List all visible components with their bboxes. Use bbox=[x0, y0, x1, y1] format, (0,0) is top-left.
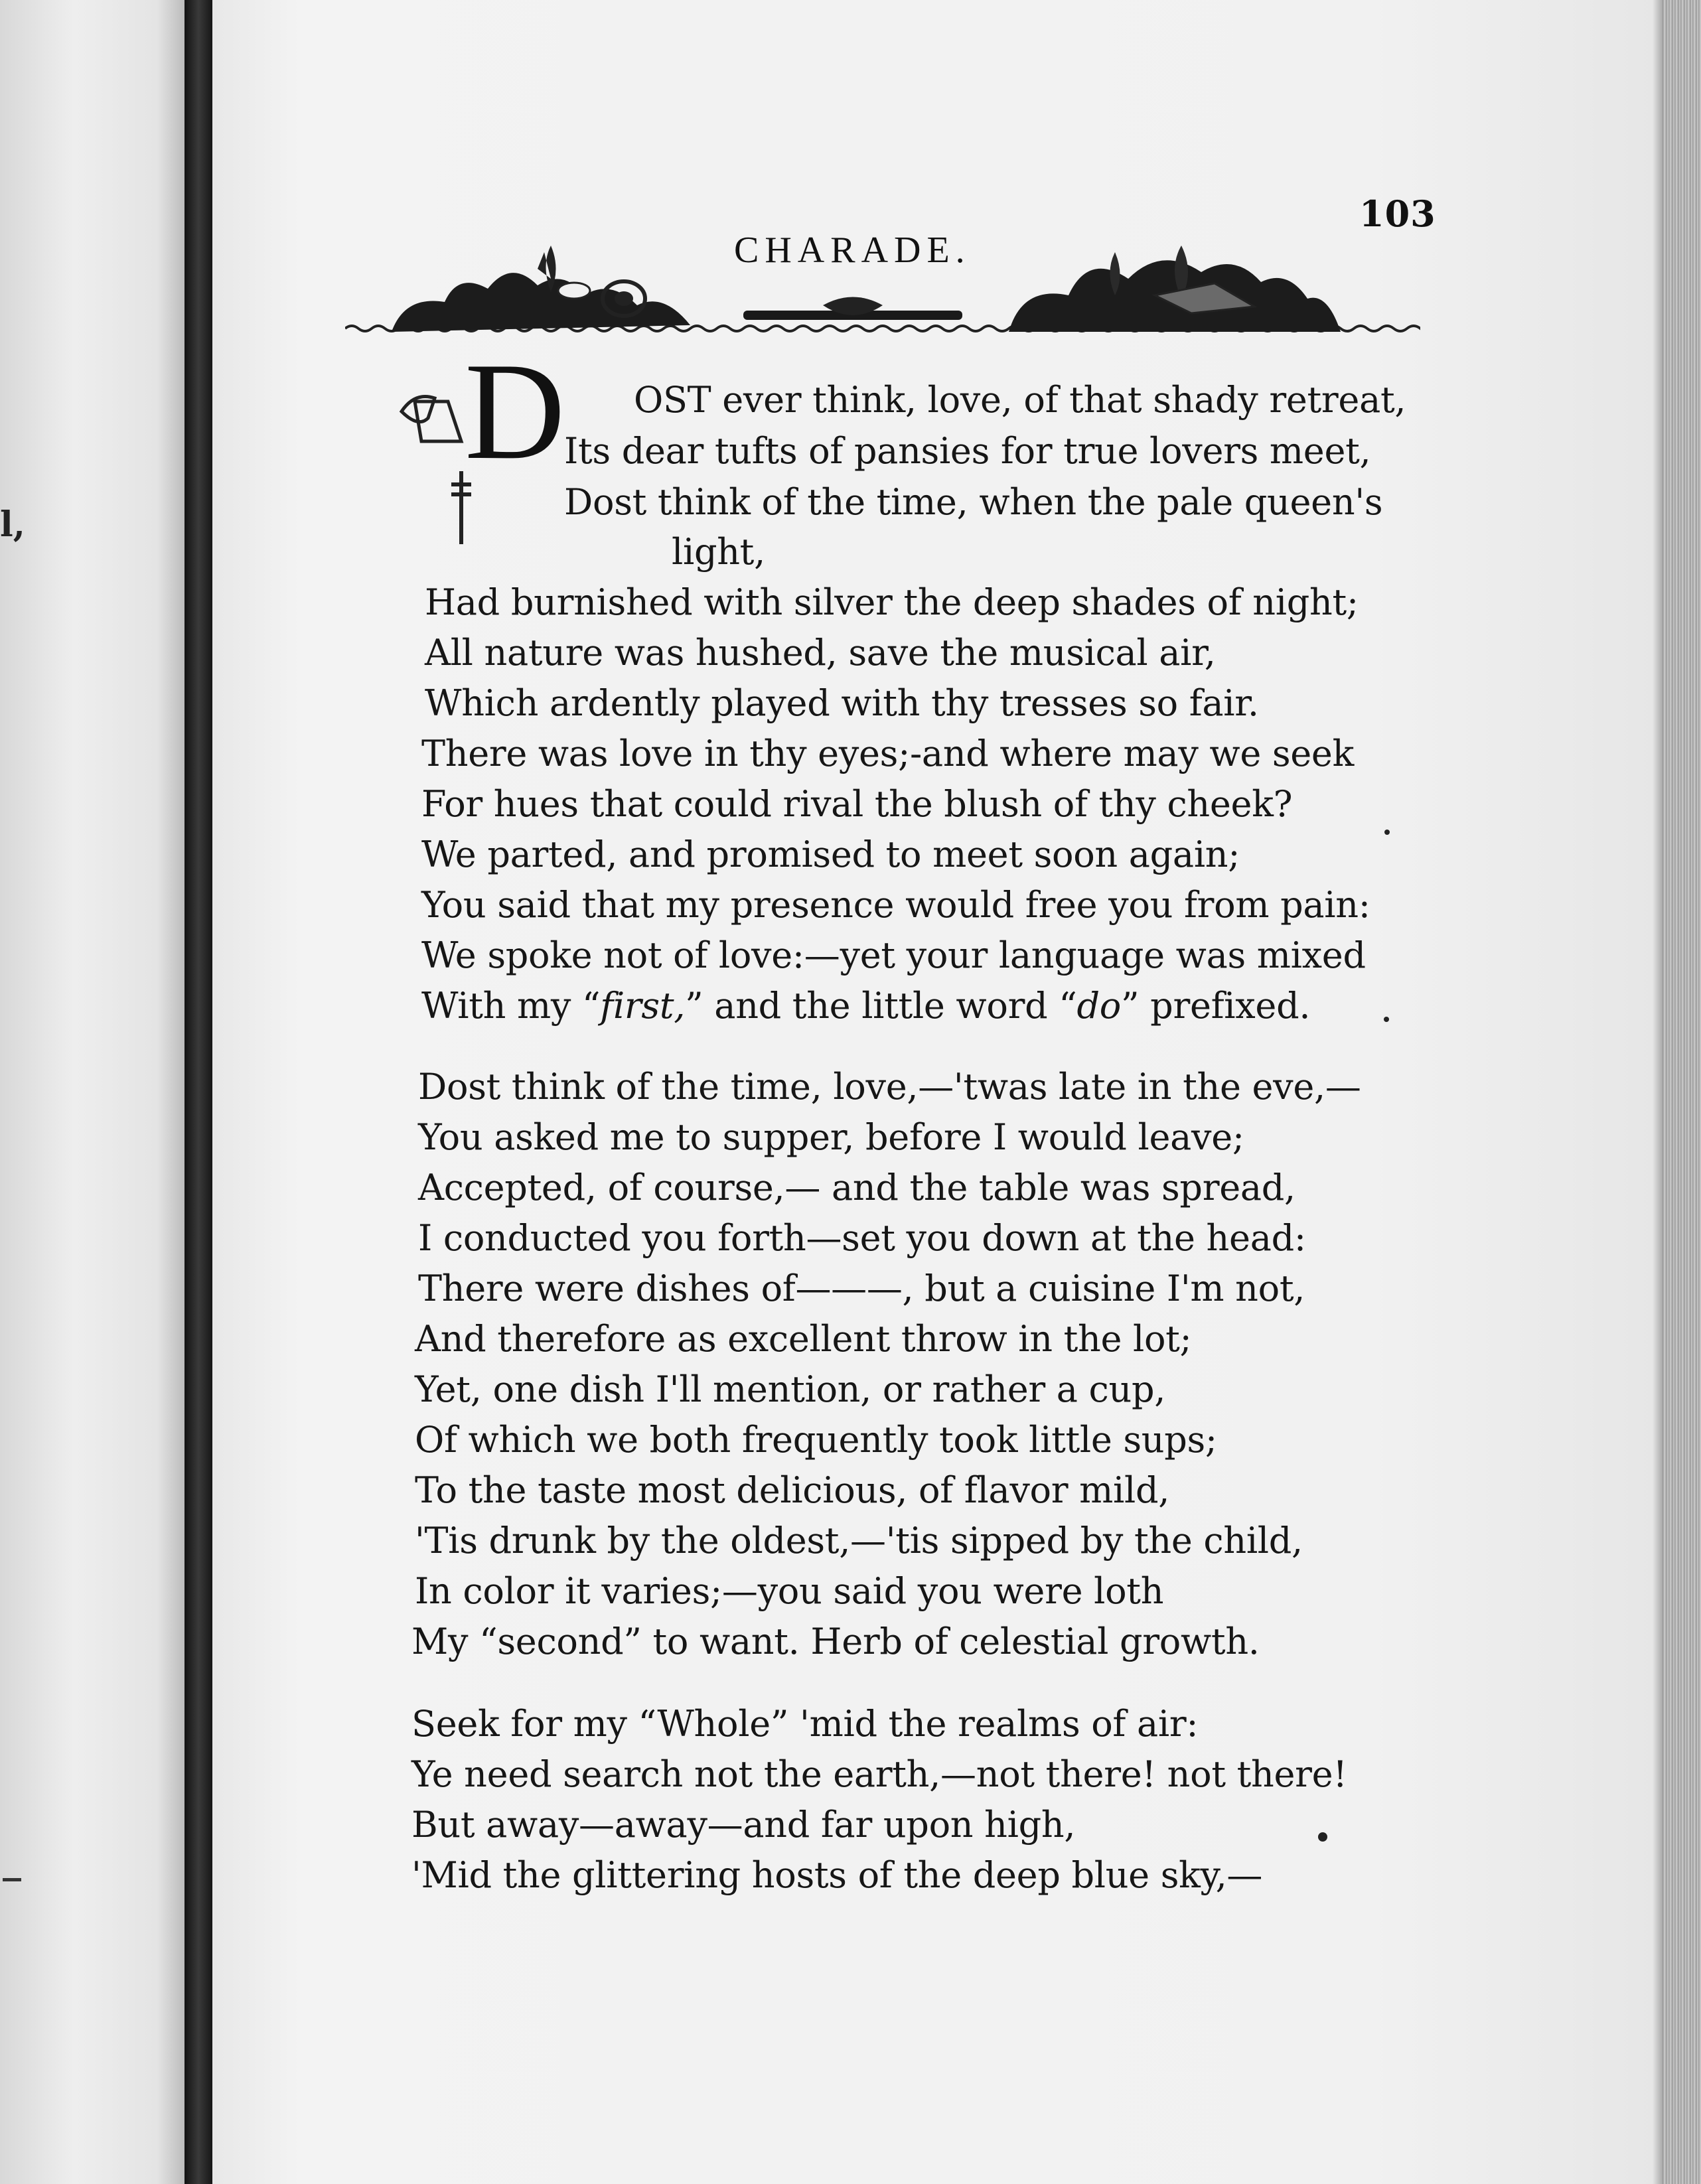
poem-line: Seek for my “Whole” 'mid the realms of air: bbox=[411, 1703, 1199, 1745]
poem-line: Dost think of the time, when the pale queen's bbox=[564, 481, 1383, 523]
previous-page-mark bbox=[3, 1878, 21, 1881]
poem-line: We spoke not of love:—yet your language was mixed bbox=[421, 934, 1366, 976]
ink-speck bbox=[1384, 1017, 1389, 1022]
poem-line: For hues that could rival the blush of thy cheek? bbox=[421, 783, 1293, 825]
poem-line: Ye need search not the earth,—not there! not there! bbox=[411, 1753, 1347, 1795]
book-edge bbox=[1663, 0, 1701, 2184]
poem-line: Yet, one dish I'll mention, or rather a cup, bbox=[415, 1368, 1166, 1410]
poem-line: Had burnished with silver the deep shades of night; bbox=[425, 581, 1359, 623]
poem-line: Accepted, of course,— and the table was spread, bbox=[418, 1167, 1295, 1208]
poem-line: 'Tis drunk by the oldest,—'tis sipped by the child, bbox=[415, 1520, 1303, 1562]
poem-line: We parted, and promised to meet soon again; bbox=[421, 834, 1240, 875]
poem-line: Its dear tufts of pansies for true lovers meet, bbox=[564, 430, 1371, 472]
poem-line: And therefore as excellent throw in the lot; bbox=[415, 1318, 1192, 1360]
italic-word-do: do bbox=[1076, 985, 1122, 1027]
poem-line: Dost think of the time, love,—'twas late in the eve,— bbox=[418, 1066, 1361, 1108]
poem-line: With my “first,” and the little word “do” prefixed. bbox=[421, 985, 1311, 1027]
poem-line: Which ardently played with thy tresses so fair. bbox=[425, 682, 1259, 724]
poem-line: 'Mid the glittering hosts of the deep blue sky,— bbox=[411, 1854, 1263, 1896]
ink-speck bbox=[1384, 830, 1390, 835]
italic-word-first: first, bbox=[600, 985, 686, 1027]
poem-line: You asked me to supper, before I would leave; bbox=[418, 1116, 1244, 1158]
page-number: 103 bbox=[1359, 192, 1436, 235]
poem-line: There were dishes of———, but a cuisine I'm not, bbox=[418, 1268, 1305, 1309]
previous-page-text-fragment: l, bbox=[0, 504, 25, 545]
poem-line: light, bbox=[672, 531, 765, 573]
ink-speck bbox=[1318, 1832, 1327, 1842]
poem-line: Of which we both frequently took little sups; bbox=[415, 1419, 1217, 1461]
book-gutter bbox=[185, 0, 212, 2184]
previous-page-edge bbox=[0, 0, 185, 2184]
poem-line: I conducted you forth—set you down at the head: bbox=[418, 1217, 1306, 1259]
poem-line: There was love in thy eyes;-and where may we seek bbox=[421, 733, 1354, 774]
poem-line: My “second” to want. Herb of celestial growth. bbox=[411, 1621, 1260, 1662]
poem-line: All nature was hushed, save the musical air, bbox=[425, 632, 1216, 674]
poem-line: OST ever think, love, of that shady retreat, bbox=[634, 379, 1406, 421]
poem-line: You said that my presence would free you from pain: bbox=[421, 884, 1370, 926]
poem-line: In color it varies;—you said you were loth bbox=[415, 1570, 1164, 1612]
poem-title: CHARADE. bbox=[734, 230, 971, 271]
drop-cap-letter: D bbox=[465, 334, 565, 488]
poem-line: But away—away—and far upon high, bbox=[411, 1804, 1076, 1846]
poem-line: To the taste most delicious, of flavor mild, bbox=[415, 1469, 1170, 1511]
